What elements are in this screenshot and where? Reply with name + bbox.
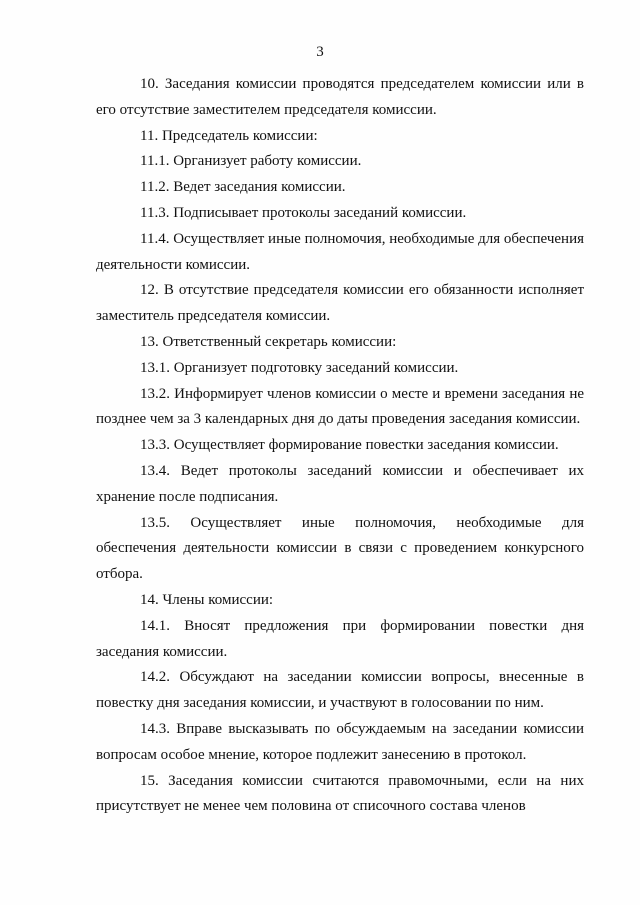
paragraph-13-1: 13.1. Организует подготовку заседаний комиссии. bbox=[140, 359, 459, 376]
paragraph-14-2: 14.2. Обсуждают на заседании комиссии вопросы, внесенные в повестку дня заседания комиссии, и участвуют в голосовании по ним. bbox=[96, 669, 584, 712]
paragraph-12: 12. В отсутствие председателя комиссии его обязанности исполняет заместитель председателя комиссии. bbox=[96, 282, 584, 325]
paragraph-15: 15. Заседания комиссии считаются правомочными, если на них присутствует не менее чем половина от списочного состава членов bbox=[96, 772, 584, 815]
paragraph-13: 13. Ответственный секретарь комиссии: bbox=[140, 333, 397, 350]
paragraph-10: 10. Заседания комиссии проводятся председателем комиссии или в его отсутствие заместителем председателя комиссии. bbox=[96, 76, 584, 118]
paragraph-14: 14. Члены комиссии: bbox=[140, 591, 274, 608]
paragraph-11-1: 11.1. Организует работу комиссии. bbox=[140, 153, 362, 170]
paragraph-13-4: 13.4. Ведет протоколы заседаний комиссии и обеспечивает их хранение после подписания. bbox=[96, 462, 584, 505]
paragraph-13-2: 13.2. Информирует членов комиссии о месте и времени заседания не позднее чем за 3 календарных дня до даты проведения заседания комиссии. bbox=[96, 385, 584, 428]
paragraph-14-1: 14.1. Вносят предложения при формировании повестки дня заседания комиссии. bbox=[96, 617, 584, 660]
paragraph-11-2: 11.2. Ведет заседания комиссии. bbox=[140, 179, 346, 196]
paragraph-14-3: 14.3. Вправе высказывать по обсуждаемым на заседании комиссии вопросам особое мнение, которое подлежит занесению в протокол. bbox=[96, 720, 584, 763]
paragraph-11-4: 11.4. Осуществляет иные полномочия, необходимые для обеспечения деятельности комиссии. bbox=[96, 230, 584, 273]
paragraph-13-5: 13.5. Осуществляет иные полномочия, необходимые для обеспечения деятельности комиссии в связи с проведением конкурсного отбора. bbox=[96, 514, 584, 583]
paragraph-13-3: 13.3. Осуществляет формирование повестки заседания комиссии. bbox=[140, 437, 559, 454]
page-number: 3 bbox=[316, 44, 324, 60]
paragraph-11: 11. Председатель комиссии: bbox=[140, 127, 318, 144]
paragraph-11-3: 11.3. Подписывает протоколы заседаний комиссии. bbox=[140, 204, 467, 221]
document-body bbox=[96, 72, 584, 820]
